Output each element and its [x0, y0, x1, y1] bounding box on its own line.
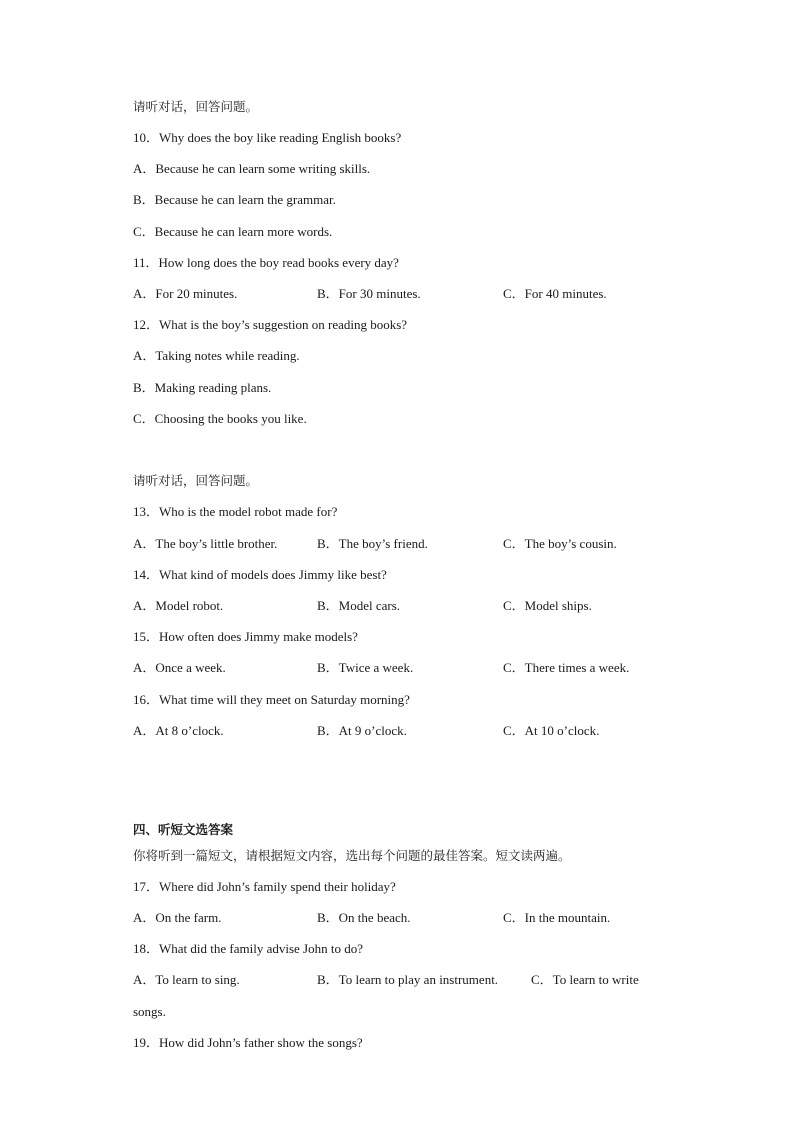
question-stem: 18．What did the family advise John to do? — [133, 941, 363, 956]
question-stem: 13．Who is the model robot made for? — [133, 504, 338, 519]
answer-option: B．On the beach. — [317, 910, 411, 925]
answer-option: C．To learn to write — [531, 972, 639, 987]
question-stem: 10．Why does the boy like reading English books? — [133, 130, 402, 145]
question-stem: 11．How long does the boy read books every day? — [133, 255, 399, 270]
answer-option: B．Because he can learn the grammar. — [133, 192, 336, 207]
answer-option: C．Choosing the books you like. — [133, 411, 307, 426]
answer-option: C．In the mountain. — [503, 910, 611, 925]
answer-option: B．Making reading plans. — [133, 380, 272, 395]
section-instruction: 你将听到一篇短文，请根据短文内容，选出每个问题的最佳答案。短文读两遍。 — [133, 848, 571, 863]
answer-option: C．There times a week. — [503, 660, 630, 675]
answer-option: B．The boy’s friend. — [317, 536, 428, 551]
answer-option: C．Model ships. — [503, 598, 592, 613]
answer-option: B．To learn to play an instrument. — [317, 972, 499, 987]
question-stem: 19．How did John’s father show the songs? — [133, 1035, 363, 1050]
answer-option: B．Twice a week. — [317, 660, 414, 675]
answer-option: B．Model cars. — [317, 598, 401, 613]
answer-option: A．On the farm. — [133, 910, 222, 925]
answer-option: A．Model robot. — [133, 598, 224, 613]
answer-option: C．At 10 o’clock. — [503, 723, 600, 738]
section-instruction: 请听对话，回答问题。 — [133, 99, 259, 114]
answer-option: A．Because he can learn some writing skills. — [133, 161, 371, 176]
answer-option: A．Once a week. — [133, 660, 226, 675]
question-stem: 12．What is the boy’s suggestion on reading books? — [133, 317, 408, 332]
section-heading: 四、听短文选答案 — [133, 822, 234, 837]
question-stem: 15．How often does Jimmy make models? — [133, 629, 358, 644]
answer-option: B．At 9 o’clock. — [317, 723, 407, 738]
question-stem: 14．What kind of models does Jimmy like best? — [133, 567, 387, 582]
answer-option: A．For 20 minutes. — [133, 286, 238, 301]
answer-option: A．At 8 o’clock. — [133, 723, 224, 738]
answer-option: C．The boy’s cousin. — [503, 536, 617, 551]
answer-option: B．For 30 minutes. — [317, 286, 421, 301]
answer-option: C．For 40 minutes. — [503, 286, 607, 301]
answer-option: A．The boy’s little brother. — [133, 536, 278, 551]
question-stem: 16．What time will they meet on Saturday morning? — [133, 692, 410, 707]
question-stem: 17．Where did John’s family spend their holiday? — [133, 879, 396, 894]
answer-option: C．Because he can learn more words. — [133, 224, 333, 239]
answer-option: A．To learn to sing. — [133, 972, 240, 987]
answer-option-continuation: songs. — [133, 1004, 166, 1019]
section-instruction: 请听对话，回答问题。 — [133, 473, 259, 488]
answer-option: A．Taking notes while reading. — [133, 348, 300, 363]
